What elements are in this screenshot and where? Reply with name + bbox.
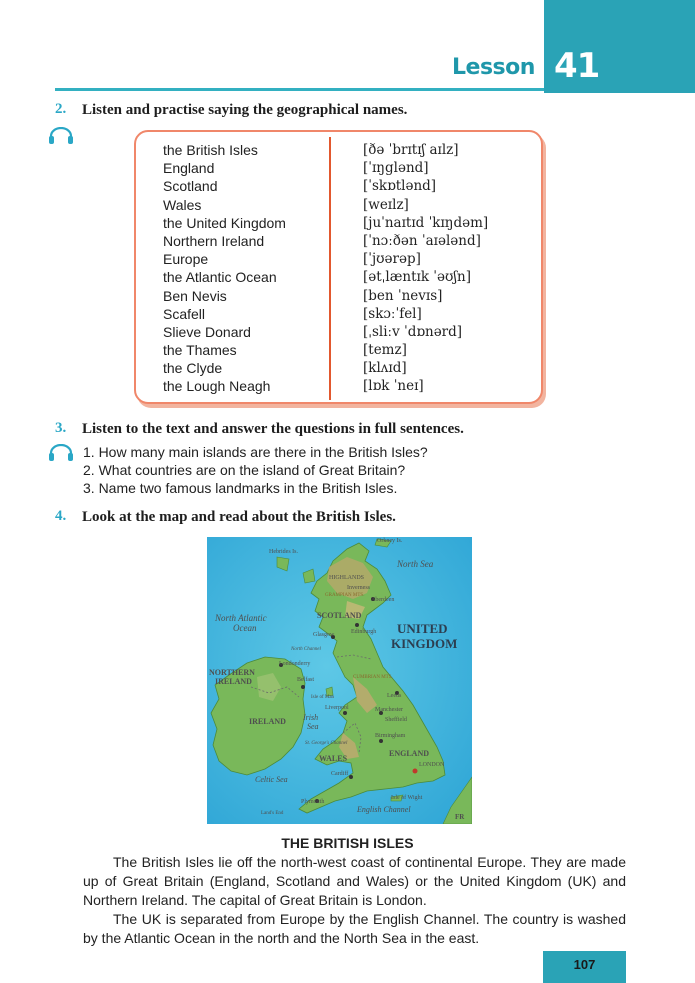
transcription: [juˈnaɪtɪd ˈkɪŋdəm] <box>363 214 489 231</box>
map-label: WALES <box>319 754 348 763</box>
map-label: FR <box>455 813 465 821</box>
map-label: Manchester <box>375 707 403 713</box>
question: 2. What countries are on the island of Great Britain? <box>83 462 406 478</box>
transcription: [ben ˈnevɪs] <box>363 287 443 304</box>
task-3-instruction: Listen to the text and answer the questions in full sentences. <box>82 421 464 437</box>
map-label: SCOTLAND <box>317 611 362 620</box>
transcription: [ˈjʊərəp] <box>363 251 421 268</box>
column-divider <box>329 137 331 400</box>
geo-name: Wales <box>163 196 202 213</box>
map-label: Belfast <box>297 677 314 683</box>
map-label: St. George's Channel <box>305 741 348 746</box>
geo-name: the Thames <box>163 342 237 359</box>
header-rule <box>55 88 545 91</box>
text-title: THE BRITISH ISLES <box>281 835 414 851</box>
map-label: North Atlantic <box>215 613 267 623</box>
geo-name: Europe <box>163 251 209 268</box>
paragraph: The British Isles lie off the north-west coast of continental Europe. They are made up of Great Britain (England, Scotland and Wales) or the United Kingdom (UK) and Northern Ireland. The capital of Great Britain is London. <box>83 854 626 908</box>
question: 1. How many main islands are there in the British Isles? <box>83 444 428 460</box>
transcription: [ˈskɒtlənd] <box>363 178 437 195</box>
map-label: GRAMPIAN MTS. <box>325 593 365 598</box>
transcription-column <box>363 141 488 396</box>
geo-name: the Lough Neagh <box>163 378 271 395</box>
headphones-icon[interactable] <box>48 444 74 462</box>
geo-name: the British Isles <box>163 142 258 158</box>
geo-name: Ben Nevis <box>163 287 227 304</box>
map-label: Ocean <box>233 623 257 633</box>
map-label: Leeds <box>387 693 402 699</box>
map-label: HIGHLANDS <box>329 575 364 581</box>
lesson-title: Lesson <box>452 55 535 80</box>
transcription: [skɔːˈfel] <box>363 305 422 322</box>
task-2-instruction: Listen and practise saying the geographical names. <box>82 102 408 118</box>
map-label: North Sea <box>397 559 434 569</box>
map-label: UNITED <box>397 621 448 636</box>
map-label: IRELAND <box>249 717 286 726</box>
map-label: NORTHERN <box>209 668 255 677</box>
map-label: Liverpool <box>325 705 349 711</box>
map-label: Isle of Wight <box>391 795 423 801</box>
page-number: 107 <box>573 957 596 972</box>
geo-name: Scafell <box>163 305 206 322</box>
map-label: Londonderry <box>279 661 311 667</box>
task-2-number: 2. <box>55 101 67 117</box>
map-label: Edinburgh <box>351 629 377 635</box>
transcription: [ˈnɔːðən ˈaɪələnd] <box>363 232 481 249</box>
transcription: [weɪlz] <box>363 196 409 213</box>
map-label: Celtic Sea <box>255 775 288 784</box>
task-3-number: 3. <box>55 420 67 436</box>
question: 3. Name two famous landmarks in the British Isles. <box>83 480 398 496</box>
map-label: IRELAND <box>215 677 252 686</box>
map-label: Sea <box>307 722 319 731</box>
geo-name: Scotland <box>163 178 218 195</box>
map-label: Glasgow <box>313 632 335 638</box>
map-label: KINGDOM <box>391 636 458 651</box>
geo-name: the Atlantic Ocean <box>163 269 277 286</box>
map-label: Isle of Man <box>311 695 335 700</box>
map-label: ENGLAND <box>389 749 430 758</box>
map-label: English Channel <box>357 805 411 814</box>
map-label: Irish <box>303 713 319 722</box>
geo-name: Northern Ireland <box>163 232 265 249</box>
map-label: CUMBRIAN MTS. <box>353 675 393 680</box>
headphones-icon[interactable] <box>48 127 74 145</box>
british-isles-map <box>207 537 472 824</box>
map-label: Land's End <box>261 811 284 816</box>
map-label: Aberdeen <box>371 597 395 603</box>
lesson-number: 41 <box>554 46 600 86</box>
transcription: [ˈɪŋglənd] <box>363 160 429 177</box>
map-label: Hebrides Is. <box>269 549 298 555</box>
geo-name: Slieve Donard <box>163 323 251 340</box>
map-label: Birmingham <box>375 733 406 739</box>
map-label: Orkney Is. <box>377 538 403 544</box>
transcription: [ˌsliːv ˈdɒnərd] <box>363 323 463 340</box>
geo-name: the Clyde <box>163 360 223 377</box>
map-label: Plymouth <box>301 799 325 805</box>
map-label: Cardiff <box>331 771 349 777</box>
paragraph: The UK is separated from Europe by the English Channel. The country is washed by the Atlantic Ocean in the north and the North Sea in the east. <box>83 911 626 946</box>
transcription: [klʌɪd] <box>363 360 407 377</box>
transcription: [lɒk ˈneɪ] <box>363 378 424 395</box>
map-label: Sheffield <box>385 717 407 723</box>
transcription: [temz] <box>363 342 407 359</box>
geo-name: England <box>163 160 215 177</box>
geo-name: the United Kingdom <box>163 214 286 231</box>
map-label: North Channel <box>291 647 321 652</box>
transcription: [ðə ˈbrɪtɪʃ aɪlz] <box>363 142 459 158</box>
question-list <box>83 443 428 497</box>
task-4-number: 4. <box>55 508 67 524</box>
task-4-instruction: Look at the map and read about the British Isles. <box>82 509 396 525</box>
map-label: LONDON <box>419 762 445 768</box>
transcription: [ətˌlæntɪk ˈəʊʃn] <box>363 269 472 286</box>
map-label: Inverness <box>347 585 370 591</box>
names-column <box>163 141 286 396</box>
